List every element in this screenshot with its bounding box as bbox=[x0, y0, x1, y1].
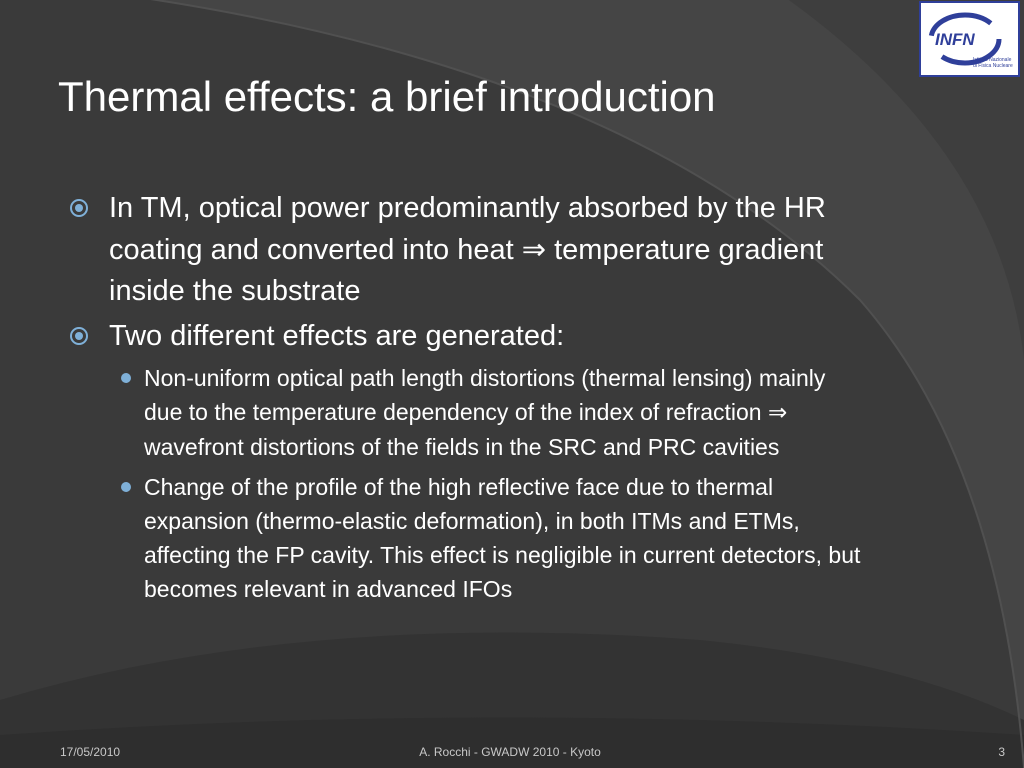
implies-arrow: ⇒ bbox=[521, 232, 547, 266]
sub-bullet-item bbox=[121, 470, 868, 606]
footer-presenter: A. Rocchi - GWADW 2010 - Kyoto bbox=[419, 745, 601, 759]
bullet-text: In TM, optical power predominantly absorbed by the HR coating and converted into heat bbox=[109, 192, 826, 266]
logo-acronym: INFN bbox=[935, 30, 975, 49]
circle-bullet-icon bbox=[68, 197, 90, 219]
bullet-item bbox=[68, 188, 868, 312]
circle-bullet-icon bbox=[68, 325, 90, 347]
footer-date: 17/05/2010 bbox=[60, 745, 121, 759]
sub-bullet-text: wavefront distortions of the fields in the SRC and PRC cavities bbox=[144, 434, 780, 460]
bullet-item bbox=[68, 316, 868, 357]
implies-arrow: ⇒ bbox=[767, 400, 788, 426]
logo-line1: Istituto Nazionale bbox=[973, 57, 1012, 63]
slide-title: Thermal effects: a brief introduction bbox=[58, 73, 716, 120]
bullet-list bbox=[68, 188, 868, 612]
bullet-text: Two different effects are generated: bbox=[109, 320, 565, 352]
sub-bullet-text: Non-uniform optical path length distortions (thermal lensing) mainly due to the temperature dependency of the index of refraction bbox=[144, 365, 826, 425]
sub-bullet-text: Change of the profile of the high reflective face due to thermal expansion (thermo-elastic deformation), in both ITMs and ETMs, affecting the FP cavity. This effect is negligible in current detectors, but becomes relevant in advanced IFOs bbox=[144, 474, 861, 602]
dot-bullet-icon bbox=[121, 373, 131, 383]
infn-logo bbox=[919, 1, 1020, 77]
logo-line2: di Fisica Nucleare bbox=[973, 63, 1013, 69]
dot-bullet-icon bbox=[121, 482, 131, 492]
page-number: 3 bbox=[998, 745, 1005, 759]
sub-bullet-item bbox=[121, 361, 868, 464]
bullet-text: temperature gradient inside the substrate bbox=[109, 234, 824, 307]
